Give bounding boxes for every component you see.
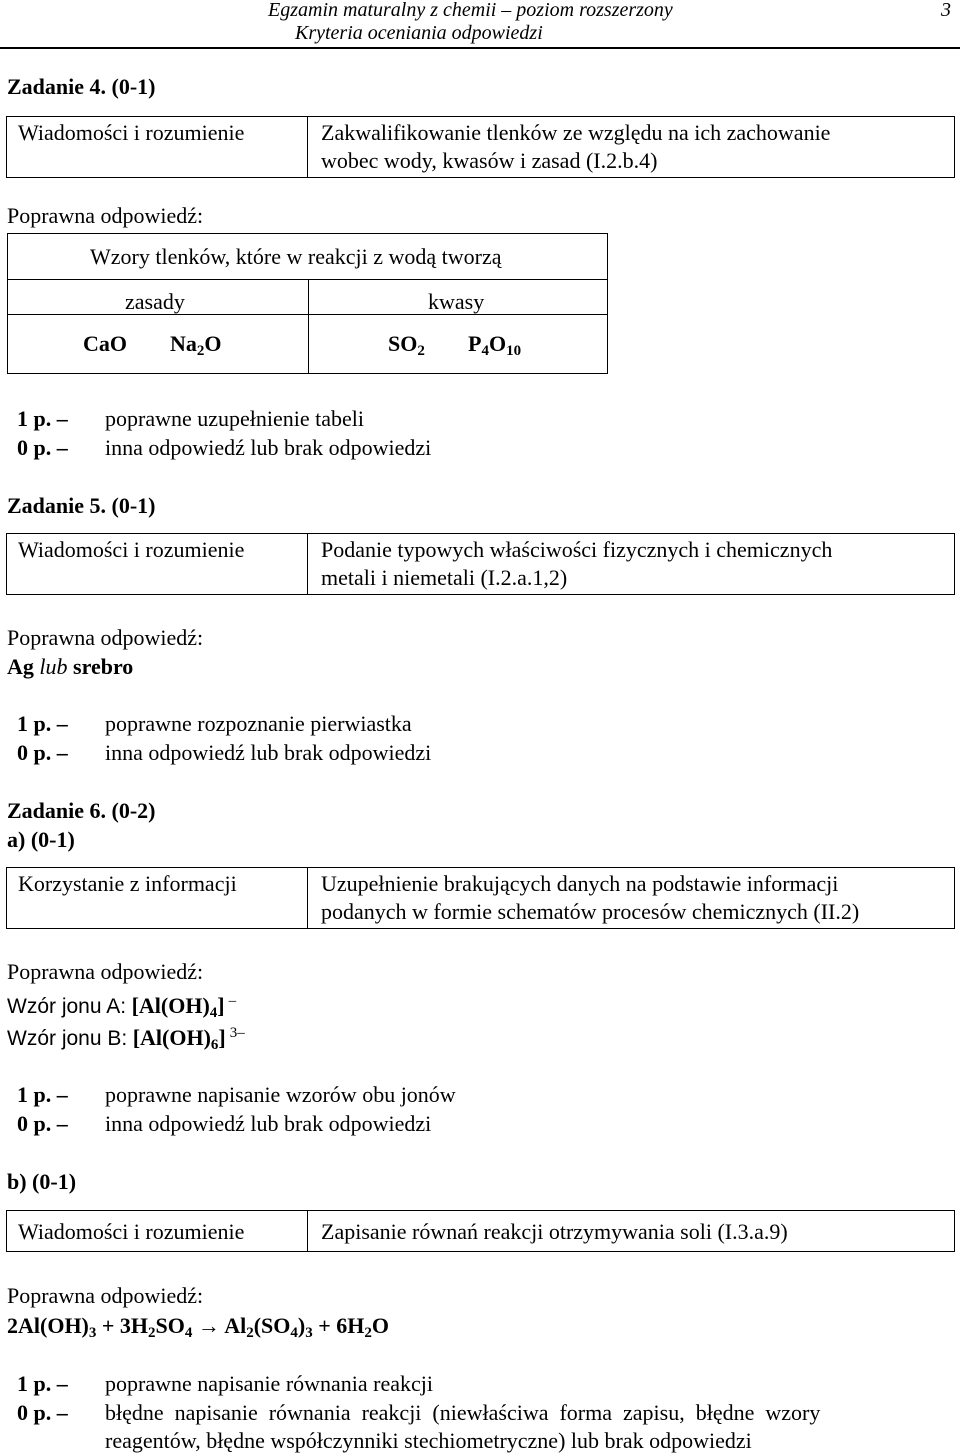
task5-divider bbox=[307, 534, 308, 594]
score-points: 1 p. – bbox=[17, 1371, 68, 1396]
task6b-score-1-text: poprawne napisanie równania reakcji bbox=[105, 1371, 434, 1396]
task6a-requirement-line2: podanych w formie schematów procesów chemicznych (II.2) bbox=[321, 899, 860, 924]
oxide-cao: CaO bbox=[83, 331, 127, 356]
ion-b-formula: $[Al(OH)_6]$ bbox=[132, 1025, 226, 1053]
task4-title: Zadanie 4. (0-1) bbox=[7, 74, 156, 99]
score-points: 0 p. – bbox=[17, 1111, 68, 1136]
task6a-requirements-table bbox=[6, 867, 955, 929]
task6a-category: Korzystanie z informacji bbox=[18, 871, 237, 896]
task4-score-1-text: poprawne uzupełnienie tabeli bbox=[105, 406, 365, 431]
task6b-category: Wiadomości i rozumienie bbox=[18, 1219, 245, 1244]
oxides-table-rule2 bbox=[8, 314, 607, 315]
task6b-score-0-text-line2: reagentów, błędne współczynniki stechiometryczne) lub brak odpowiedzi bbox=[105, 1428, 752, 1453]
ion-b-label: Wzór jonu B: bbox=[7, 1027, 128, 1050]
oxides-table bbox=[7, 233, 608, 374]
answer-or: lub bbox=[39, 654, 68, 679]
score-points: 1 p. – bbox=[17, 711, 68, 736]
task4-divider bbox=[307, 117, 308, 177]
task5-score-0-text: inna odpowiedź lub brak odpowiedzi bbox=[105, 740, 432, 765]
task5-requirement-line1: Podanie typowych właściwości fizycznych i chemicznych bbox=[321, 537, 833, 562]
ion-b-line bbox=[7, 1025, 245, 1052]
header-rule bbox=[0, 47, 960, 49]
task6a-score-1 bbox=[17, 1082, 68, 1108]
score-points: 0 p. – bbox=[17, 435, 68, 460]
task4-category: Wiadomości i rozumienie bbox=[18, 120, 245, 145]
task6b-divider bbox=[307, 1211, 308, 1251]
oxides-table-heading: Wzory tlenków, które w reakcji z wodą tworzą bbox=[90, 244, 502, 269]
task6a-score-1-text: poprawne napisanie wzorów obu jonów bbox=[105, 1082, 456, 1107]
task6b-score-0 bbox=[17, 1400, 68, 1426]
task4-requirement-line1: Zakwalifikowanie tlenków ze względu na ich zachowanie bbox=[321, 120, 831, 145]
reaction-equation: $2Al(OH)_3 + 3H_2SO_4 \to Al_2(SO_4)_3 + 6H_2O$ bbox=[7, 1313, 389, 1341]
task4-requirement-line2: wobec wody, kwasów i zasad (I.2.b.4) bbox=[321, 148, 658, 173]
task5-score-1 bbox=[17, 711, 68, 737]
ion-a-formula: $[Al(OH)_4]$ bbox=[131, 993, 225, 1021]
task4-answer-label: Poprawna odpowiedź: bbox=[7, 203, 204, 228]
exam-title: Egzamin maturalny z chemii – poziom rozszerzony bbox=[268, 0, 673, 21]
oxide-na2o: $Na_2O$ bbox=[170, 331, 222, 359]
task5-answer-label: Poprawna odpowiedź: bbox=[7, 625, 204, 650]
score-points: 0 p. – bbox=[17, 740, 68, 765]
task5-title: Zadanie 5. (0-1) bbox=[7, 493, 156, 518]
task4-score-0 bbox=[17, 435, 68, 461]
page-header bbox=[0, 0, 960, 47]
criteria-title: Kryteria oceniania odpowiedzi bbox=[295, 22, 543, 44]
task6a-answer-label: Poprawna odpowiedź: bbox=[7, 959, 204, 984]
task5-requirements-table bbox=[6, 533, 955, 595]
task6b-answer-label: Poprawna odpowiedź: bbox=[7, 1283, 204, 1308]
answer-name: srebro bbox=[73, 654, 134, 679]
task6a-score-0 bbox=[17, 1111, 68, 1137]
task4-requirements-table bbox=[6, 116, 955, 178]
score-points: 0 p. – bbox=[17, 1400, 68, 1425]
oxide-p4o10: $P_4O_{10}$ bbox=[468, 331, 522, 359]
score-points: 1 p. – bbox=[17, 1082, 68, 1107]
task6b-score-1 bbox=[17, 1371, 68, 1397]
task5-score-1-text: poprawne rozpoznanie pierwiastka bbox=[105, 711, 412, 736]
task6a-requirement-line1: Uzupełnienie brakujących danych na podstawie informacji bbox=[321, 871, 839, 896]
score-points: 1 p. – bbox=[17, 406, 68, 431]
task4-score-1 bbox=[17, 406, 68, 432]
task5-score-0 bbox=[17, 740, 68, 766]
task6b-title: b) (0-1) bbox=[7, 1169, 77, 1194]
task6a-divider bbox=[307, 868, 308, 928]
ion-a-charge: – bbox=[228, 993, 237, 1009]
answer-symbol: Ag bbox=[7, 654, 34, 679]
ion-b-charge: 3– bbox=[229, 1025, 245, 1041]
task6b-score-0-text-line1: błędne napisanie równania reakcji (niewłaściwa forma zapisu, błędne wzory bbox=[105, 1400, 821, 1425]
ion-a-line bbox=[7, 993, 236, 1020]
task6a-title: a) (0-1) bbox=[7, 827, 75, 852]
task5-answer bbox=[7, 654, 133, 680]
col-bases-label: zasady bbox=[125, 289, 185, 314]
task5-requirement-line2: metali i niemetali (I.2.a.1,2) bbox=[321, 565, 568, 590]
task6b-requirement: Zapisanie równań reakcji otrzymywania soli (I.3.a.9) bbox=[321, 1219, 788, 1244]
ion-a-label: Wzór jonu A: bbox=[7, 995, 127, 1018]
task6b-requirements-table bbox=[6, 1210, 955, 1252]
task5-category: Wiadomości i rozumienie bbox=[18, 537, 245, 562]
task6-title: Zadanie 6. (0-2) bbox=[7, 798, 156, 823]
col-acids-label: kwasy bbox=[428, 289, 485, 314]
oxide-so2: $SO_2$ bbox=[388, 331, 425, 359]
oxides-table-divider bbox=[308, 279, 309, 373]
task6a-score-0-text: inna odpowiedź lub brak odpowiedzi bbox=[105, 1111, 432, 1136]
task4-score-0-text: inna odpowiedź lub brak odpowiedzi bbox=[105, 435, 432, 460]
page-number: 3 bbox=[941, 0, 951, 21]
